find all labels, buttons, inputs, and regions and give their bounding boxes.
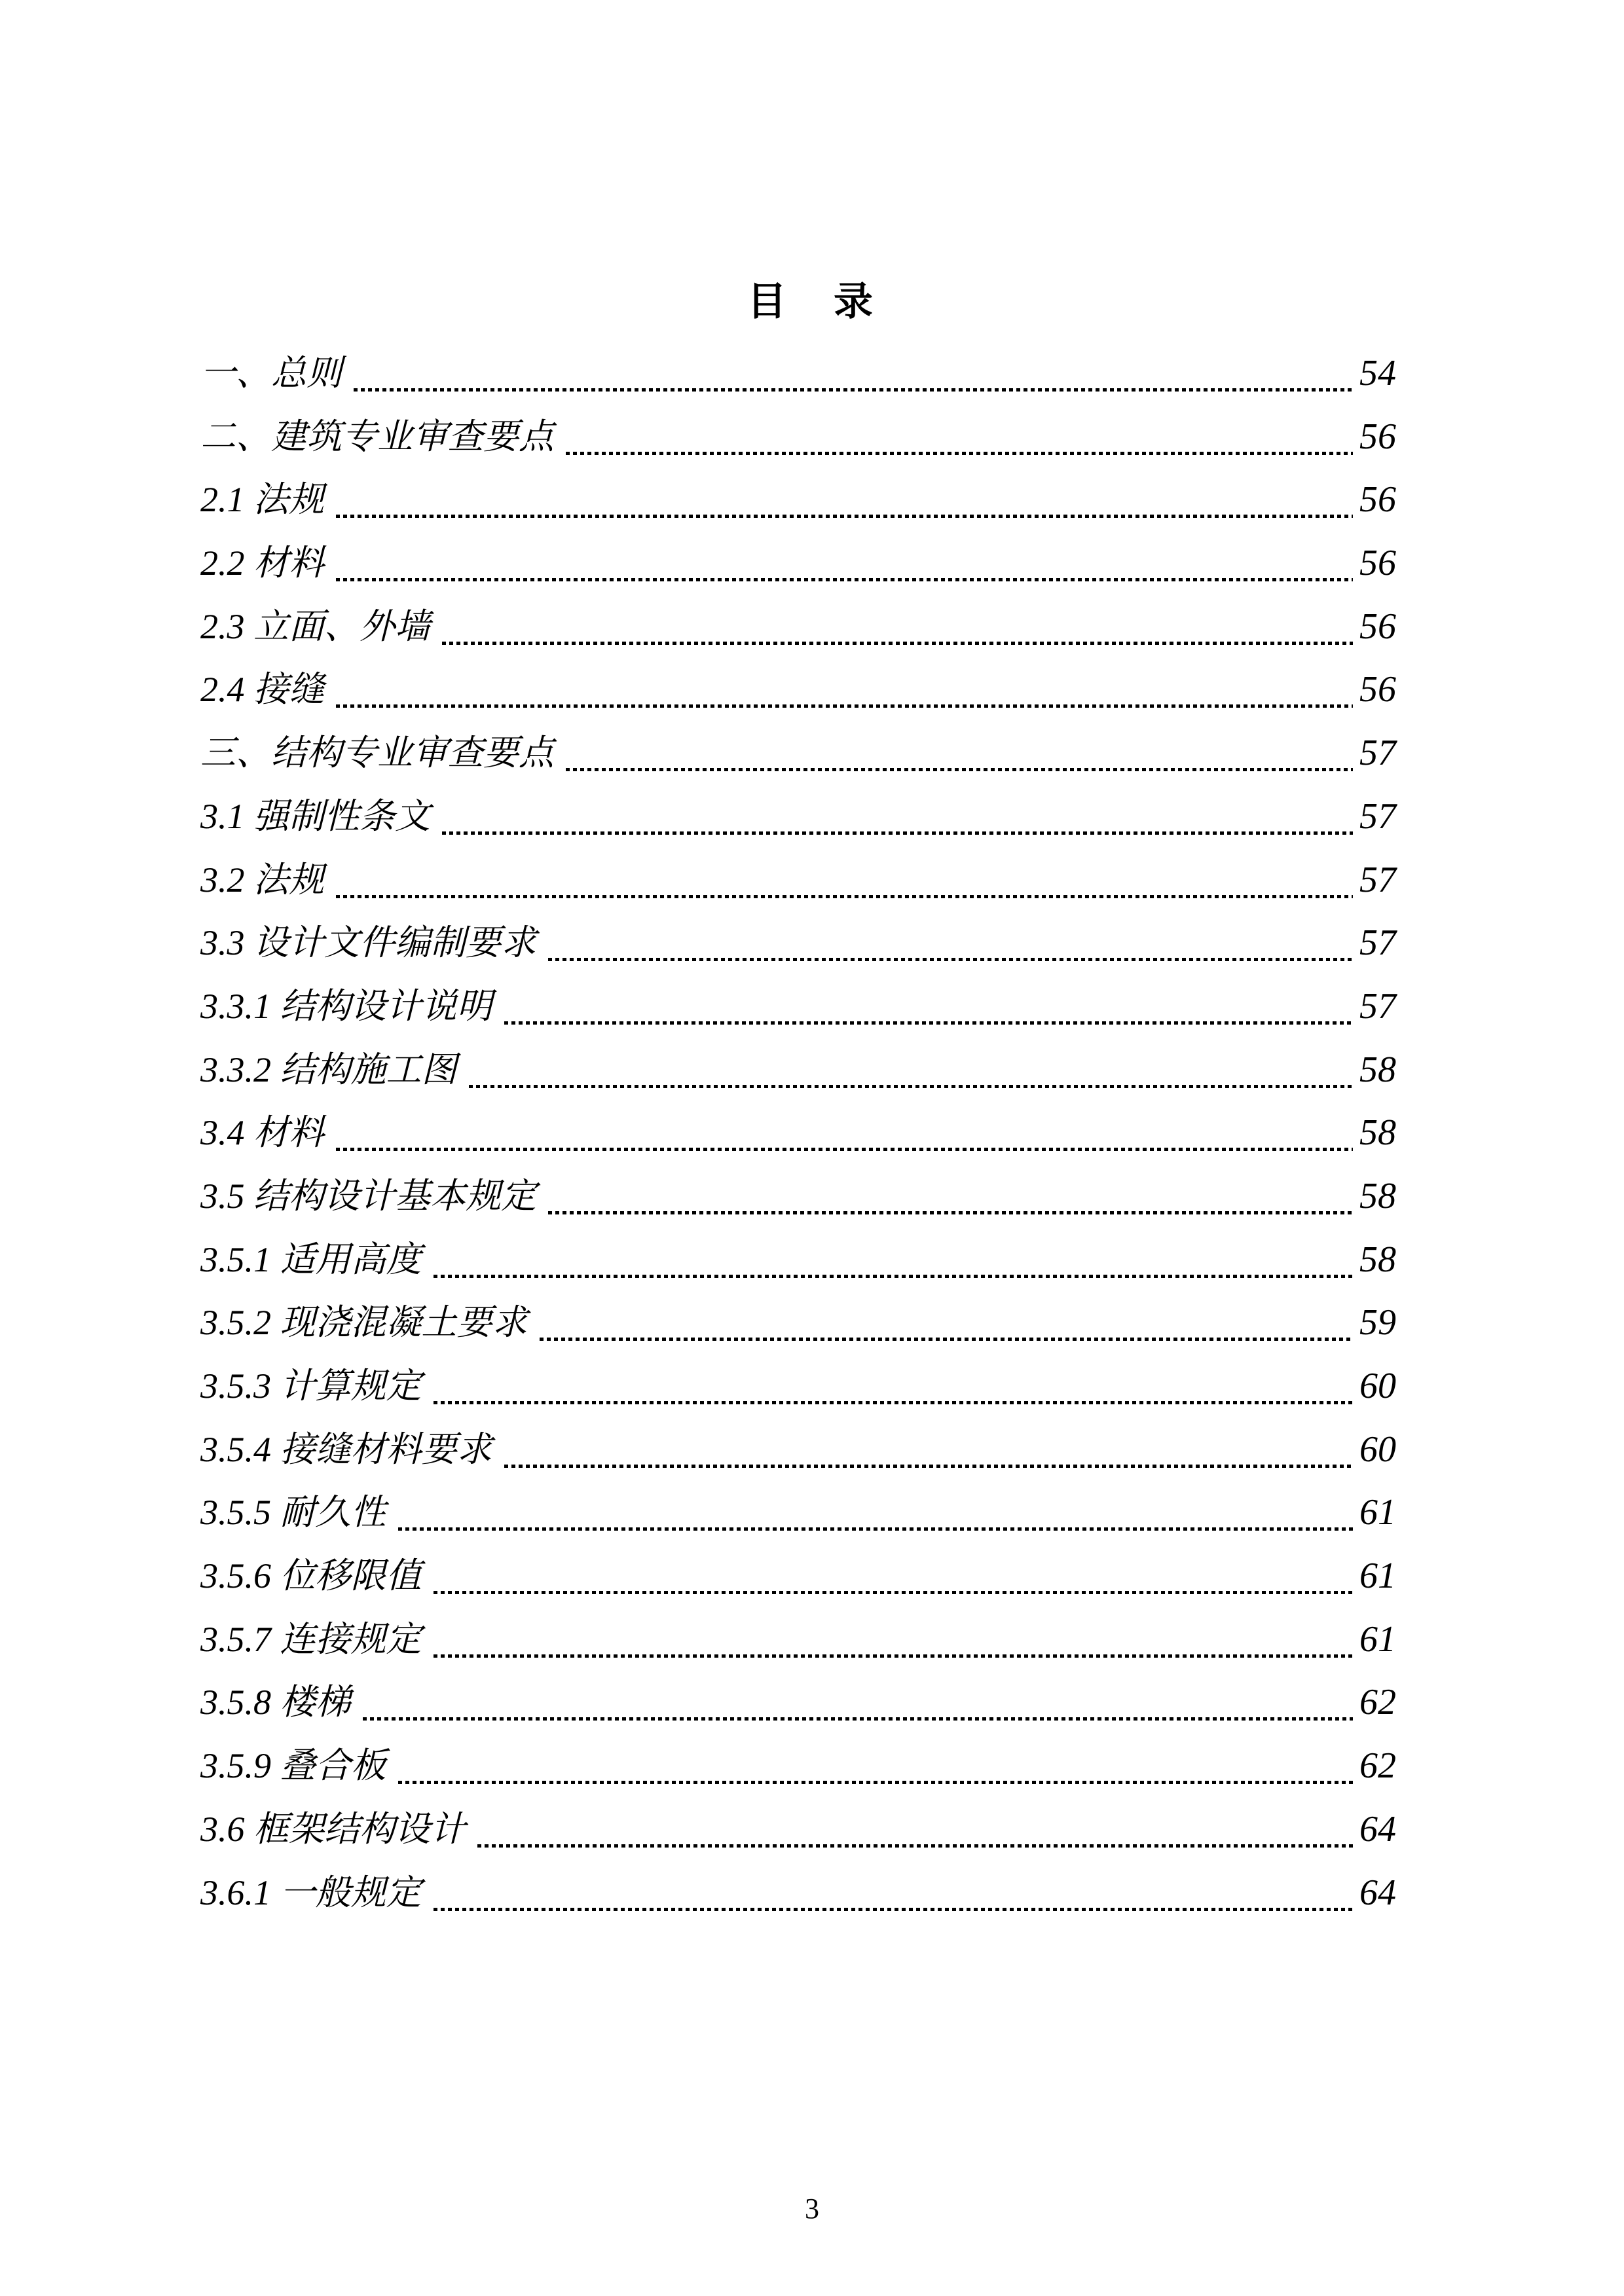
toc-entry-label: 3.3.2 结构施工图 — [200, 1049, 457, 1089]
toc-entry-page-number: 58 — [1359, 1175, 1396, 1216]
toc-entry-page-number: 57 — [1359, 859, 1396, 900]
toc-entry[interactable] — [200, 1545, 1396, 1609]
dot-leader — [469, 1085, 1354, 1088]
toc-entry[interactable] — [200, 1798, 1396, 1862]
toc-entry[interactable] — [200, 849, 1396, 913]
dot-leader — [336, 895, 1353, 898]
toc-entry-label: 3.5.2 现浇混凝土要求 — [200, 1303, 528, 1343]
dot-leader — [540, 1338, 1354, 1341]
toc-entry[interactable] — [200, 1671, 1396, 1735]
dot-leader — [434, 1654, 1354, 1658]
toc-entry-page-number: 58 — [1359, 1112, 1396, 1154]
toc-entry-label: 3.5.4 接缝材料要求 — [200, 1429, 492, 1469]
toc-entry-label: 3.3.1 结构设计说明 — [200, 986, 492, 1026]
dot-leader — [566, 452, 1353, 455]
dot-leader — [504, 1021, 1354, 1025]
toc-entry-label: 3.5.1 适用高度 — [200, 1239, 422, 1279]
toc-entry-page-number: 58 — [1359, 1239, 1396, 1280]
toc-entry-label: 2.3 立面、外墙 — [200, 606, 430, 646]
toc-entry-label: 3.5.7 连接规定 — [200, 1619, 422, 1659]
toc-entry[interactable] — [200, 786, 1396, 849]
toc-entry-label: 3.3 设计文件编制要求 — [200, 923, 536, 963]
toc-entry[interactable] — [200, 1292, 1396, 1355]
toc-entry-label: 一、总则 — [200, 354, 342, 393]
toc-entry[interactable] — [200, 1229, 1396, 1292]
toc-entry-label: 三、结构专业审查要点 — [200, 733, 554, 773]
toc-entry-page-number: 61 — [1359, 1492, 1396, 1533]
page-title: 目 录 — [747, 280, 877, 323]
toc-entry[interactable] — [200, 469, 1396, 532]
footer-page-number: 3 — [805, 2193, 819, 2225]
toc-entry[interactable] — [200, 912, 1396, 975]
toc-entry-page-number: 60 — [1359, 1429, 1396, 1470]
dot-leader — [336, 578, 1353, 581]
toc-entry[interactable] — [200, 1419, 1396, 1482]
toc-entry[interactable] — [200, 532, 1396, 596]
toc-entry-page-number: 59 — [1359, 1302, 1396, 1343]
dot-leader — [336, 1148, 1353, 1151]
dot-leader — [363, 1717, 1354, 1721]
toc-entry-label: 3.5.9 叠合板 — [200, 1746, 386, 1786]
dot-leader — [566, 768, 1353, 771]
toc-entry[interactable] — [200, 1482, 1396, 1545]
dot-leader — [434, 1591, 1354, 1594]
dot-leader — [434, 1908, 1354, 1911]
toc-entry[interactable] — [200, 659, 1396, 722]
dot-leader — [548, 958, 1353, 961]
toc-entry-page-number: 54 — [1359, 353, 1396, 393]
toc-entry[interactable] — [200, 722, 1396, 786]
toc-entry-label: 2.2 材料 — [200, 543, 324, 583]
dot-leader — [504, 1465, 1354, 1468]
dot-leader — [354, 388, 1353, 392]
toc-entry-page-number: 64 — [1359, 1872, 1396, 1913]
dot-leader — [336, 704, 1353, 708]
toc-entry-label: 二、建筑专业审查要点 — [200, 416, 554, 456]
toc-entry-page-number: 57 — [1359, 795, 1396, 837]
toc-entry-page-number: 61 — [1359, 1556, 1396, 1597]
toc-entry-page-number: 56 — [1359, 606, 1396, 647]
toc-entry-page-number: 61 — [1359, 1618, 1396, 1660]
toc-entry[interactable] — [200, 1165, 1396, 1229]
toc-list — [200, 342, 1396, 1925]
toc-entry-page-number: 57 — [1359, 922, 1396, 964]
toc-entry-label: 3.2 法规 — [200, 860, 324, 900]
dot-leader — [548, 1211, 1353, 1214]
toc-entry-label: 3.1 强制性条文 — [200, 796, 430, 836]
toc-entry[interactable] — [200, 596, 1396, 659]
dot-leader — [434, 1401, 1354, 1404]
dot-leader — [398, 1527, 1354, 1531]
toc-entry[interactable] — [200, 1735, 1396, 1798]
toc-entry-page-number: 57 — [1359, 985, 1396, 1027]
toc-entry-page-number: 56 — [1359, 543, 1396, 584]
toc-entry-label: 3.5.6 位移限值 — [200, 1556, 422, 1596]
toc-entry-label: 3.5.8 楼梯 — [200, 1683, 351, 1722]
toc-entry-label: 3.4 材料 — [200, 1113, 324, 1153]
toc-entry-page-number: 62 — [1359, 1745, 1396, 1787]
dot-leader — [442, 642, 1353, 645]
dot-leader — [442, 831, 1353, 835]
dot-leader — [434, 1275, 1354, 1278]
toc-entry-label: 3.6 框架结构设计 — [200, 1809, 466, 1849]
toc-entry-label: 3.5 结构设计基本规定 — [200, 1176, 536, 1216]
toc-entry-page-number: 56 — [1359, 479, 1396, 520]
toc-entry-page-number: 64 — [1359, 1808, 1396, 1850]
toc-entry[interactable] — [200, 342, 1396, 406]
toc-entry[interactable] — [200, 1039, 1396, 1102]
toc-entry[interactable] — [200, 1355, 1396, 1419]
toc-entry-page-number: 60 — [1359, 1366, 1396, 1406]
toc-entry-label: 3.5.3 计算规定 — [200, 1366, 422, 1406]
toc-entry-page-number: 62 — [1359, 1682, 1396, 1723]
toc-entry-page-number: 56 — [1359, 669, 1396, 710]
dot-leader — [336, 515, 1353, 518]
toc-entry-page-number: 58 — [1359, 1049, 1396, 1090]
toc-entry-label: 2.4 接缝 — [200, 670, 324, 710]
dot-leader — [398, 1781, 1354, 1784]
toc-entry-page-number: 57 — [1359, 733, 1396, 774]
toc-entry-label: 2.1 法规 — [200, 480, 324, 520]
toc-entry[interactable] — [200, 1862, 1396, 1925]
toc-entry-label: 3.6.1 一般规定 — [200, 1872, 422, 1912]
toc-entry[interactable] — [200, 975, 1396, 1039]
toc-entry[interactable] — [200, 406, 1396, 469]
toc-entry-label: 3.5.5 耐久性 — [200, 1493, 386, 1533]
toc-entry[interactable] — [200, 1102, 1396, 1165]
dot-leader — [477, 1844, 1353, 1848]
toc-entry-page-number: 56 — [1359, 416, 1396, 457]
toc-entry[interactable] — [200, 1609, 1396, 1672]
